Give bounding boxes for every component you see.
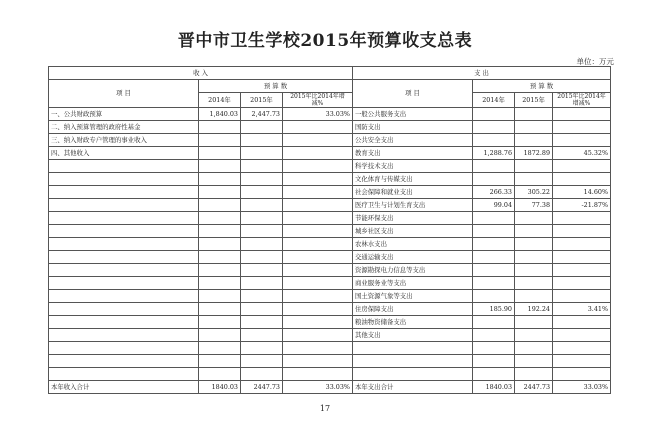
income-2014-cell: [199, 212, 241, 225]
page-number: 17: [319, 404, 331, 413]
expense-change-cell: [553, 225, 611, 238]
expense-item-cell: 文化体育与传媒支出: [353, 173, 473, 186]
income-2014-cell: 1,840.03: [199, 108, 241, 121]
income-2015-cell: [241, 264, 283, 277]
expense-2014-cell: [473, 134, 515, 147]
income-2014-cell: [199, 290, 241, 303]
income-2014-cell: [199, 160, 241, 173]
expense-change-cell: [553, 121, 611, 134]
income-item-cell: [49, 342, 199, 355]
table-row: [49, 173, 611, 186]
income-2015-cell: [241, 199, 283, 212]
table-row: [49, 290, 611, 303]
expense-2015-header: 2015年: [515, 93, 553, 108]
table-body: [49, 108, 611, 394]
expense-2015-cell: [515, 264, 553, 277]
expense-change-cell: [553, 342, 611, 355]
expense-item-cell: 社会保障和就业支出: [353, 186, 473, 199]
expense-change-cell: [553, 355, 611, 368]
income-2015-cell: [241, 277, 283, 290]
income-2014-cell: [199, 329, 241, 342]
expense-2015-cell: 192.24: [515, 303, 553, 316]
table-row: [49, 121, 611, 134]
income-change-cell: 33.03%: [283, 108, 353, 121]
expense-change-cell: [553, 316, 611, 329]
expense-change-cell: 33.03%: [553, 381, 611, 394]
income-change-cell: [283, 134, 353, 147]
income-change-cell: [283, 225, 353, 238]
expense-item-cell: [353, 368, 473, 381]
income-change-cell: [283, 147, 353, 160]
income-change-cell: 33.03%: [283, 381, 353, 394]
income-item-header: 项 目: [49, 80, 199, 108]
expense-2015-cell: [515, 134, 553, 147]
expense-2014-cell: 1840.03: [473, 381, 515, 394]
income-item-cell: [49, 173, 199, 186]
expense-2014-cell: [473, 277, 515, 290]
income-2014-cell: [199, 134, 241, 147]
expense-2014-cell: [473, 342, 515, 355]
income-2014-cell: [199, 186, 241, 199]
income-2015-cell: [241, 160, 283, 173]
expense-2014-cell: [473, 108, 515, 121]
income-item-cell: [49, 290, 199, 303]
expense-change-cell: [553, 238, 611, 251]
income-2015-cell: [241, 316, 283, 329]
income-change-cell: [283, 329, 353, 342]
expense-2014-cell: [473, 251, 515, 264]
expense-item-cell: 国土资源气象等支出: [353, 290, 473, 303]
expense-item-cell: [353, 342, 473, 355]
income-change-cell: [283, 368, 353, 381]
expense-change-cell: [553, 264, 611, 277]
expense-2014-cell: [473, 173, 515, 186]
table-row: [49, 264, 611, 277]
expense-2015-cell: 2447.73: [515, 381, 553, 394]
expense-2015-cell: [515, 355, 553, 368]
income-2015-cell: 2447.73: [241, 381, 283, 394]
expense-item-cell: 节能环保支出: [353, 212, 473, 225]
table-row: [49, 381, 611, 394]
income-change-cell: [283, 186, 353, 199]
expense-2015-cell: [515, 342, 553, 355]
income-2015-cell: [241, 147, 283, 160]
income-item-cell: [49, 355, 199, 368]
expense-change-cell: [553, 251, 611, 264]
income-item-cell: [49, 277, 199, 290]
expense-item-cell: 城乡社区支出: [353, 225, 473, 238]
income-2014-cell: [199, 355, 241, 368]
expense-2015-cell: [515, 238, 553, 251]
income-2015-cell: [241, 342, 283, 355]
income-2015-cell: [241, 212, 283, 225]
expense-section-header: 支 出: [353, 67, 611, 80]
expense-item-cell: 资源勘探电力信息等支出: [353, 264, 473, 277]
income-2015-cell: [241, 368, 283, 381]
table-row: [49, 316, 611, 329]
expense-2014-header: 2014年: [473, 93, 515, 108]
income-change-cell: [283, 264, 353, 277]
table-row: [49, 329, 611, 342]
table-row: [49, 199, 611, 212]
column-header-row-1: [49, 80, 611, 93]
table-row: [49, 251, 611, 264]
expense-2015-cell: [515, 212, 553, 225]
table-row: [49, 225, 611, 238]
expense-2014-cell: [473, 290, 515, 303]
income-change-cell: [283, 251, 353, 264]
income-2014-cell: [199, 147, 241, 160]
income-2014-cell: [199, 303, 241, 316]
income-2015-cell: [241, 355, 283, 368]
income-change-cell: [283, 199, 353, 212]
expense-2014-cell: 1,288.76: [473, 147, 515, 160]
income-item-cell: [49, 303, 199, 316]
income-2014-cell: [199, 342, 241, 355]
table-row: [49, 277, 611, 290]
expense-2015-cell: [515, 173, 553, 186]
expense-change-cell: -21.87%: [553, 199, 611, 212]
expense-change-cell: 45.32%: [553, 147, 611, 160]
table-row: [49, 238, 611, 251]
income-change-cell: [283, 238, 353, 251]
expense-change-cell: [553, 368, 611, 381]
expense-change-cell: [553, 160, 611, 173]
income-2015-cell: [241, 329, 283, 342]
table-row: [49, 147, 611, 160]
income-change-cell: [283, 303, 353, 316]
unit-label: 单位：万元: [576, 57, 614, 66]
income-2014-cell: [199, 264, 241, 277]
income-2014-cell: 1840.03: [199, 381, 241, 394]
expense-2015-cell: [515, 277, 553, 290]
income-change-cell: [283, 290, 353, 303]
income-section-header: 收 入: [49, 67, 353, 80]
expense-2015-cell: [515, 225, 553, 238]
expense-change-cell: [553, 173, 611, 186]
expense-item-cell: 住房保障支出: [353, 303, 473, 316]
income-item-cell: [49, 329, 199, 342]
expense-change-cell: [553, 108, 611, 121]
expense-item-cell: 本年支出合计: [353, 381, 473, 394]
income-change-cell: [283, 316, 353, 329]
expense-2015-cell: [515, 329, 553, 342]
expense-item-cell: 公共安全支出: [353, 134, 473, 147]
document-title: 晋中市卫生学校2015年预算收支总表: [177, 31, 473, 51]
income-2015-cell: [241, 303, 283, 316]
income-item-cell: [49, 264, 199, 277]
expense-change-cell: 14.60%: [553, 186, 611, 199]
expense-change-cell: [553, 329, 611, 342]
income-2014-cell: [199, 238, 241, 251]
table-row: [49, 355, 611, 368]
expense-2014-cell: [473, 225, 515, 238]
table-row: [49, 212, 611, 225]
income-item-cell: 本年收入合计: [49, 381, 199, 394]
expense-change-cell: [553, 212, 611, 225]
expense-change-cell: [553, 134, 611, 147]
expense-2014-cell: 185.90: [473, 303, 515, 316]
income-item-cell: 四、其他收入: [49, 147, 199, 160]
income-change-cell: [283, 277, 353, 290]
income-item-cell: [49, 225, 199, 238]
expense-item-cell: 教育支出: [353, 147, 473, 160]
income-2014-cell: [199, 316, 241, 329]
section-header-row: [49, 67, 611, 80]
expense-change-cell: 3.41%: [553, 303, 611, 316]
income-2015-cell: [241, 134, 283, 147]
income-change-cell: [283, 121, 353, 134]
expense-2014-cell: [473, 316, 515, 329]
income-2015-cell: [241, 238, 283, 251]
expense-item-cell: 农林水支出: [353, 238, 473, 251]
income-item-cell: [49, 368, 199, 381]
expense-2015-cell: [515, 290, 553, 303]
table-row: [49, 108, 611, 121]
income-change-cell: [283, 173, 353, 186]
expense-2014-cell: [473, 238, 515, 251]
expense-item-cell: 交通运输支出: [353, 251, 473, 264]
income-2014-cell: [199, 277, 241, 290]
expense-item-cell: 医疗卫生与计划生育支出: [353, 199, 473, 212]
income-2015-cell: [241, 186, 283, 199]
income-item-cell: 二、纳入预算管理的政府性基金: [49, 121, 199, 134]
income-budget-header: 预 算 数: [199, 80, 353, 93]
income-2014-header: 2014年: [199, 93, 241, 108]
expense-item-header: 项 目: [353, 80, 473, 108]
expense-2014-cell: [473, 121, 515, 134]
income-2015-header: 2015年: [241, 93, 283, 108]
income-2015-cell: [241, 225, 283, 238]
expense-change-header: 2015年比2014年增减%: [553, 93, 611, 108]
income-change-cell: [283, 342, 353, 355]
income-change-cell: [283, 355, 353, 368]
expense-2015-cell: [515, 316, 553, 329]
expense-2015-cell: 1872.89: [515, 147, 553, 160]
income-2014-cell: [199, 368, 241, 381]
expense-item-cell: 国防支出: [353, 121, 473, 134]
expense-2014-cell: [473, 355, 515, 368]
income-2015-cell: 2,447.73: [241, 108, 283, 121]
expense-change-cell: [553, 290, 611, 303]
table-row: [49, 368, 611, 381]
income-item-cell: [49, 238, 199, 251]
budget-summary-table: [48, 66, 611, 394]
expense-2015-cell: [515, 368, 553, 381]
table-row: [49, 134, 611, 147]
table-row: [49, 186, 611, 199]
income-2014-cell: [199, 251, 241, 264]
income-item-cell: 一、公共财政预算: [49, 108, 199, 121]
expense-2014-cell: [473, 368, 515, 381]
expense-2015-cell: 305.22: [515, 186, 553, 199]
expense-budget-header: 预 算 数: [473, 80, 611, 93]
income-item-cell: [49, 316, 199, 329]
expense-2015-cell: [515, 160, 553, 173]
expense-2014-cell: [473, 264, 515, 277]
expense-item-cell: 其他支出: [353, 329, 473, 342]
expense-item-cell: 一般公共服务支出: [353, 108, 473, 121]
expense-2014-cell: [473, 160, 515, 173]
expense-2015-cell: 77.38: [515, 199, 553, 212]
income-2014-cell: [199, 199, 241, 212]
income-item-cell: [49, 251, 199, 264]
expense-2014-cell: [473, 329, 515, 342]
expense-2014-cell: [473, 212, 515, 225]
expense-item-cell: 粮油物资储备支出: [353, 316, 473, 329]
expense-2014-cell: 99.04: [473, 199, 515, 212]
income-change-cell: [283, 212, 353, 225]
expense-2015-cell: [515, 121, 553, 134]
income-change-header: 2015年比2014年增减%: [283, 93, 353, 108]
expense-item-cell: 商业服务业等支出: [353, 277, 473, 290]
expense-2015-cell: [515, 251, 553, 264]
expense-2014-cell: 266.33: [473, 186, 515, 199]
expense-change-cell: [553, 277, 611, 290]
expense-2015-cell: [515, 108, 553, 121]
income-2014-cell: [199, 225, 241, 238]
table-row: [49, 160, 611, 173]
income-2015-cell: [241, 173, 283, 186]
income-2015-cell: [241, 121, 283, 134]
income-item-cell: 三、纳入财政专户管理的事业收入: [49, 134, 199, 147]
income-item-cell: [49, 199, 199, 212]
income-item-cell: [49, 160, 199, 173]
expense-item-cell: 科学技术支出: [353, 160, 473, 173]
income-2015-cell: [241, 251, 283, 264]
table-row: [49, 342, 611, 355]
expense-item-cell: [353, 355, 473, 368]
income-2015-cell: [241, 290, 283, 303]
income-2014-cell: [199, 173, 241, 186]
income-item-cell: [49, 212, 199, 225]
income-change-cell: [283, 160, 353, 173]
income-item-cell: [49, 186, 199, 199]
table-row: [49, 303, 611, 316]
income-2014-cell: [199, 121, 241, 134]
